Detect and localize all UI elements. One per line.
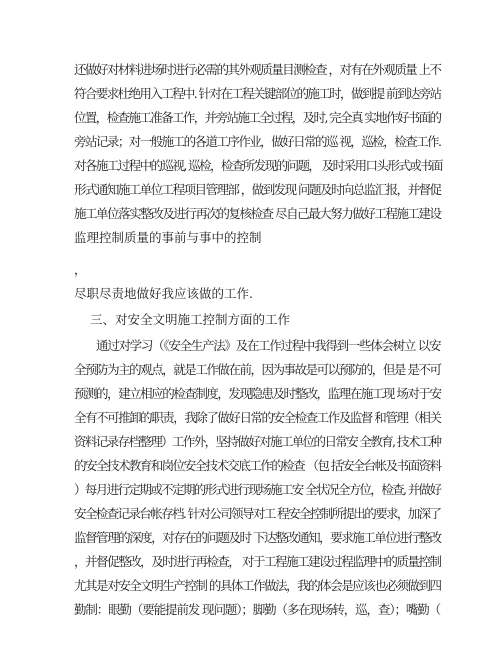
paragraph-1-line: 监理控制质量的事前与事中的控制 <box>74 230 262 245</box>
section-heading: 三、对安全文明施工控制方面的工作 <box>90 312 291 327</box>
paragraph-3-line: 监督管理的深度，对存在的问题及时 下达整改通知，要求施工单位进行整改 <box>74 530 441 545</box>
paragraph-1-line: 符合要求杜绝用入工程中. 针对在工程关键部位的施工时，做到提 前到达旁站 <box>74 86 441 101</box>
paragraph-3-line: 的安全技术教育和岗位安全技术交底工作的检查 （包 括安全台帐及书面资料 <box>74 458 441 473</box>
paragraph-2: 尽职尽责地做好我应该做的工作. <box>74 286 253 301</box>
paragraph-3-line: 安全检查记录台帐存档. 针对公司领导对工 程安全控制所提出的要求，加深了 <box>74 506 441 521</box>
paragraph-1-line: 形式通知施工单位工程项目管理部 ，做到发现 问题及时向总监汇报，并督促 <box>74 182 441 197</box>
paragraph-1-line: 施工单位落实整改及进行再次的复核检查 尽自己最大努力做好工程施工建设 <box>74 206 441 221</box>
paragraph-3-line: ，并督促整改，及时进行再检查， 对于工程施工建设过程监理中的质量控制 <box>74 554 441 569</box>
paragraph-3-line: 通过对学习（《安全生产法》及在工作过程中我得到一些体会树立 以安 <box>96 338 441 353</box>
paragraph-3-line: 尤其是对安全文明生产控制 的具体工作做法，我的体会是应该也必须做到四 <box>74 578 441 593</box>
paragraph-3-line: 全有不可推卸的职责，我除了做好日常的安全检查工作及监督 和管理（相关 <box>74 410 441 425</box>
paragraph-3-line: 全预防为主的观点，就是工作做在前，因为事故是可以预防的，但是 是不可 <box>74 362 441 377</box>
paragraph-3-line: 预测的，建立相应的检查制度，发现隐患及时整改，监理在施工现 场对于安 <box>74 386 441 401</box>
stray-comma: ， <box>74 262 87 277</box>
paragraph-1-line: 旁站记录；对一般施工的各道工序作业，做好日常的巡 视，巡检，检查工作. <box>74 134 441 149</box>
paragraph-3-line: 资料记录存档整理）工作外，坚持做好对施工单位的日常安 全教育, 技术工种 <box>74 434 441 449</box>
paragraph-1-line: 位置，检查施工准备工作，并旁站施工全过程，及时, 完全真 实地作好书面的 <box>74 110 441 125</box>
paragraph-3-line: 勤制：眼勤（要能提前发 现问题）；脚勤（多在现场转，巡，查）；嘴勤（ <box>74 602 440 617</box>
paragraph-1-line: 还做好对材料进场时进行必需的其外观质量目测检查 ，对有在外观质量 上不 <box>74 62 441 77</box>
paragraph-1-line: 对各施工过程中的巡视, 巡检，检查所发现的问题， 及时采用口头形式或书面 <box>74 158 442 173</box>
paragraph-3-line: ）每月进行定期或不定期的形式进行现场施工安 全状况全方位，检查, 并做好 <box>74 482 441 497</box>
